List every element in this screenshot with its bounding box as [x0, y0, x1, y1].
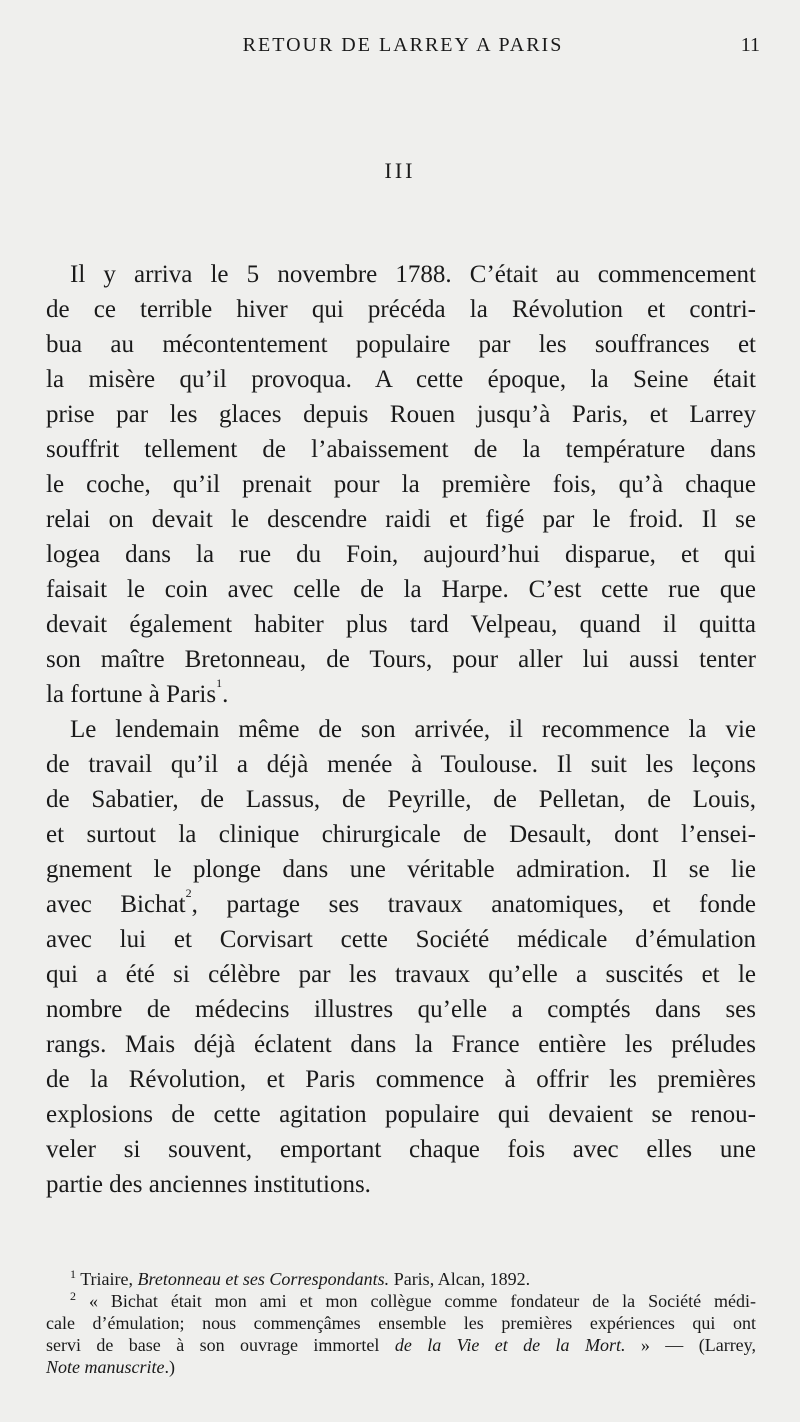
text-fragment: » — (Larrey,: [625, 1335, 757, 1355]
text-line: relai on devait le descendre raidi et figé par le froid. Il se: [46, 506, 756, 533]
footnote-2-line: [46, 1290, 756, 1312]
text-line: logea dans la rue du Foin, aujourd’hui disparue, et qui: [46, 541, 756, 568]
text-fragment: la fortune à Paris: [46, 681, 217, 708]
text-fragment: .): [164, 1357, 175, 1377]
text-line: gnement le plonge dans une véritable admiration. Il se lie: [46, 856, 756, 883]
text-line: veler si souvent, emportant chaque fois avec elles une: [46, 1136, 756, 1163]
text-line: qui a été si célèbre par les travaux qu’elle a suscités et le: [46, 961, 756, 988]
source-note: Note manuscrite: [46, 1357, 165, 1377]
book-title: de la Vie et de la Mort.: [394, 1335, 626, 1355]
text-fragment: Paris, Alcan, 1892.: [389, 1269, 531, 1289]
text-line: la misère qu’il provoqua. A cette époque, la Seine était: [46, 366, 756, 393]
footnote-2-line: cale d’émulation; nous commençâmes ensemble les premières expériences qui ont: [46, 1313, 756, 1333]
footnote-marker: 2: [70, 1289, 76, 1303]
footnote-1: [46, 1268, 756, 1290]
text-fragment: , partage ses travaux anatomiques, et fonde: [191, 891, 756, 918]
text-line: nombre de médecins illustres qu’elle a comptés dans ses: [46, 996, 756, 1023]
footnote-2-line: [46, 1334, 756, 1356]
running-head: [46, 34, 760, 64]
section-number: III: [384, 158, 416, 183]
text-fragment: servi de base à son ouvrage immortel: [46, 1335, 395, 1355]
text-line: Le lendemain même de son arrivée, il recommence la vie: [70, 716, 756, 743]
text-line: explosions de cette agitation populaire qui devaient se renou-: [46, 1101, 756, 1128]
text-line: de ce terrible hiver qui précéda la Révolution et contri-: [46, 296, 756, 323]
text-line: souffrit tellement de l’abaissement de la température dans: [46, 436, 756, 463]
text-line: prise par les glaces depuis Rouen jusqu’à Paris, et Larrey: [46, 401, 756, 428]
running-title: RETOUR DE LARREY A PARIS: [242, 34, 564, 56]
text-line: bua au mécontentement populaire par les souffrances et: [46, 331, 756, 358]
page-number: 11: [740, 34, 760, 56]
footnote-ref[interactable]: 2: [185, 886, 192, 900]
text-line: avec lui et Corvisart cette Société médicale d’émulation: [46, 926, 756, 953]
book-title: Bretonneau et ses Correspondants.: [137, 1269, 390, 1289]
text-line: de la Révolution, et Paris commence à offrir les premières: [46, 1066, 756, 1093]
text-line: de Sabatier, de Lassus, de Peyrille, de Pelletan, de Louis,: [46, 786, 756, 813]
text-fragment: .: [222, 681, 229, 708]
text-fragment: avec Bichat: [46, 891, 186, 918]
text-line: de travail qu’il a déjà menée à Toulouse. Il suit les leçons: [46, 751, 756, 778]
text-line: rangs. Mais déjà éclatent dans la France entière les préludes: [46, 1031, 756, 1058]
text-line: Il y arriva le 5 novembre 1788. C’était au commencement: [70, 261, 756, 288]
text-line: et surtout la clinique chirurgicale de Desault, dont l’ensei-: [46, 821, 756, 848]
footnote-2-line: [46, 1356, 756, 1378]
text-line: [46, 887, 756, 922]
text-line: le coche, qu’il prenait pour la première fois, qu’à chaque: [46, 471, 756, 498]
text-line: son maître Bretonneau, de Tours, pour aller lui aussi tenter: [46, 646, 756, 673]
footnotes: [46, 1268, 756, 1378]
footnote-ref[interactable]: 1: [216, 676, 223, 690]
text-line: devait également habiter plus tard Velpeau, quand il quitta: [46, 611, 756, 638]
text-fragment: Triaire,: [80, 1269, 138, 1289]
text-fragment: « Bichat était mon ami et mon collègue comme fondateur de la Société médi-: [88, 1291, 756, 1311]
text-line: [46, 677, 756, 712]
body-text: [46, 257, 756, 1202]
text-line: faisait le coin avec celle de la Harpe. C’est cette rue que: [46, 576, 756, 603]
text-line: partie des anciennes institutions.: [46, 1171, 371, 1198]
footnote-marker: 1: [70, 1267, 76, 1281]
